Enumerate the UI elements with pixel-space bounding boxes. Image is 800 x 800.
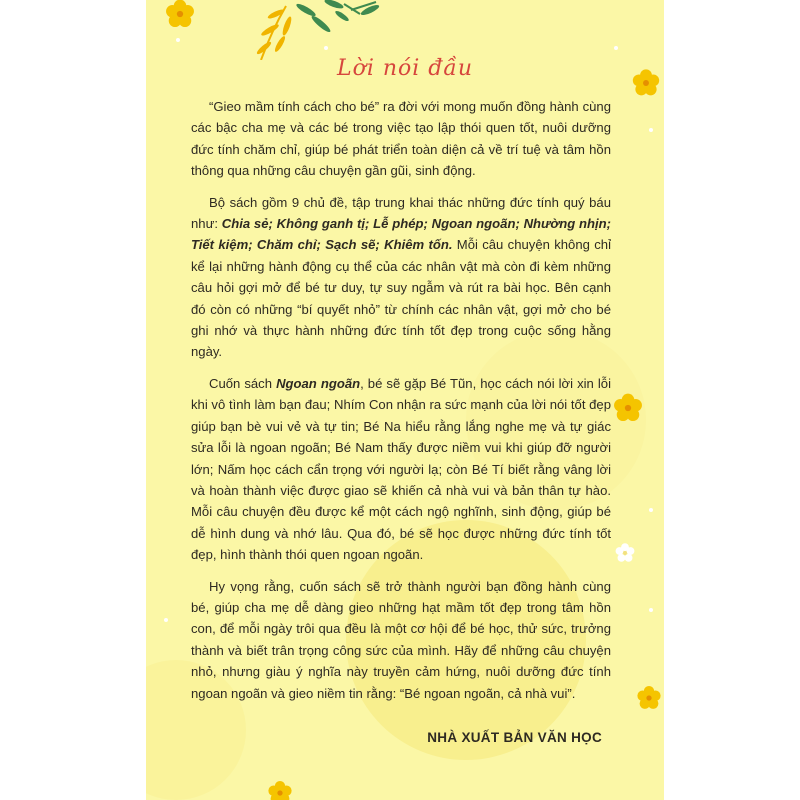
paragraph: “Gieo mầm tính cách cho bé” ra đời với mong muốn đồng hành cùng các bậc cha mẹ và các bé trong việc tạo lập thói quen tốt, nuôi dưỡng đức tính chăm chỉ, giúp bé phát triển toàn diện cả về trí tuệ và tâm hồn thông qua những câu chuyện gần gũi, sinh động. (191, 99, 611, 179)
paragraph-text: Bộ sách gồm 9 chủ đề, tập trung khai thác những đức tính quý báu như: (191, 194, 611, 232)
topic-list: Chia sẻ; Không ganh tị; Lễ phép; Ngoan ngoãn; Nhường nhịn; Tiết kiệm; Chăm chỉ; Sạch sẽ; Khiêm tốn. (191, 216, 611, 253)
paragraph (191, 192, 611, 363)
page-title: Lời nói đầu (336, 56, 474, 81)
book-title: Ngoan ngoãn (276, 375, 361, 391)
paragraph-text: , bé sẽ gặp Bé Tũn, học cách nói lời xin lỗi khi vô tình làm bạn đau; Nhím Con nhận ra sức mạnh của lời nói tốt đẹp giúp bạn bè vui vẻ và tự tin; Bé Na hiểu rằng lắng nghe mẹ và tự giác sửa lỗi là ngoan ngoãn; Bé Nam thấy được niềm vui khi giúp đỡ người lớn; Nấm học cách cẩn trọng với người lạ; còn Bé Tí biết rằng vâng lời và hoàn thành việc được giao sẽ khiến cả nhà vui và bản thân tự hào. Mỗi câu chuyện đều được kể một cách ngộ nghĩnh, sinh động, giúp bé dễ hình dung và nhớ lâu. Qua đó, bé sẽ học được những đức tính tốt đẹp, hình thành thói quen ngoan ngoãn. (191, 375, 611, 563)
paragraph: Hy vọng rằng, cuốn sách sẽ trở thành người bạn đồng hành cùng bé, giúp cha mẹ dễ dàng gieo những hạt mầm tốt đẹp trong tâm hồn con, để mỗi ngày trôi qua đều là một cơ hội để bé học, thử sức, trưởng thành và biết trân trọng công sức của mình. Hãy để những câu chuyện nhỏ, nhưng giàu ý nghĩa này truyền cảm hứng, nuôi dưỡng đức tính ngoan ngoãn và gieo niềm tin rằng: “Bé ngoan ngoãn, cả nhà vui”. (191, 578, 611, 701)
publisher-signature: NHÀ XUẤT BẢN VĂN HỌC (427, 730, 602, 745)
paragraph-text: Mỗi câu chuyện không chỉ kể lại những hành động cụ thể của các nhân vật mà còn đi kèm những câu hỏi gợi mở để bé tư duy, tự suy ngẫm và rút ra bài học. Bên cạnh đó còn có những “bí quyết nhỏ” từ chính các nhân vật, gợi mở cho bé ghi nhớ và thực hành những đức tính tốt đẹp trong cuộc sống hằng ngày. (191, 237, 611, 360)
preface-body (191, 96, 611, 714)
book-page (146, 0, 664, 800)
paragraph (191, 373, 611, 566)
paragraph-text: Cuốn sách (209, 375, 277, 391)
